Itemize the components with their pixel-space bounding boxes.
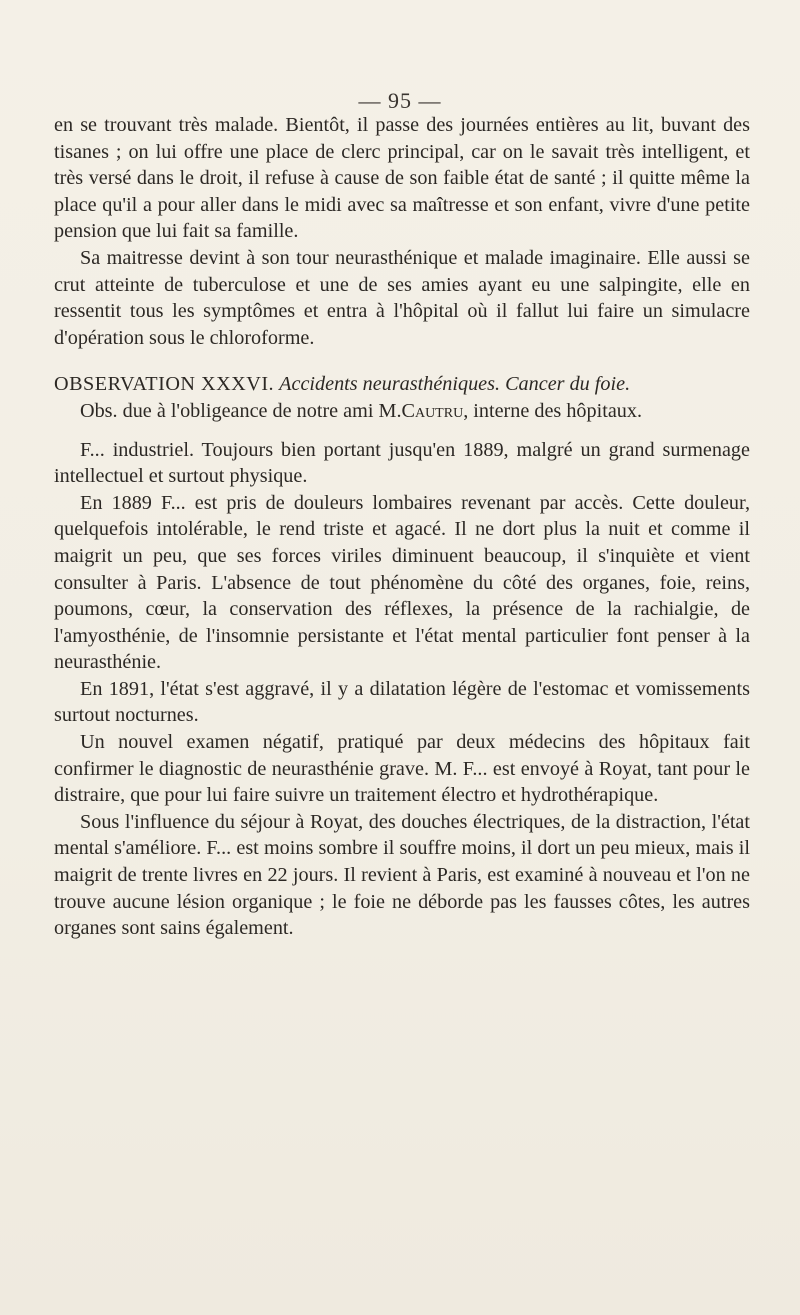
observation-label: OBSERVATION XXXVI.	[54, 373, 275, 396]
page-body	[54, 112, 750, 942]
observation-credit	[54, 398, 750, 425]
paragraph-maitresse: Sa maitresse devint à son tour neurasthénique et malade imaginaire. Elle aussi se crut atteinte de tuberculose et une de ses amies ayant eu une salpingite, elle en ressentit tous les symptômes et entra à l'hôpital où il fallut lui faire un simulacre d'opération sous le chloroforme.	[54, 246, 750, 349]
observation-heading	[54, 371, 750, 398]
page-number: — 95 —	[358, 88, 442, 113]
credit-name: Cautru	[401, 399, 464, 422]
case-paragraph-4: Un nouvel examen négatif, pratiqué par deux médecins des hôpitaux fait confirmer le diagnostic de neurasthénie grave. M. F... est envoyé à Royat, tant pour le distraire, que pour lui faire suivre un traitement électro et hydrothérapique.	[54, 731, 750, 807]
credit-prefix: Obs. due à l'obligeance de notre ami M.	[80, 399, 402, 422]
case-paragraph-3: En 1891, l'état s'est aggravé, il y a dilatation légère de l'estomac et vomissements surtout nocturnes.	[54, 677, 750, 727]
paragraph-continuation: en se trouvant très malade. Bientôt, il passe des journées entières au lit, buvant des tisanes ; on lui offre une place de clerc principal, car on le savait très intelligent, et très versé dans le droit, il refuse à cause de son faible état de santé ; il quitte même la place qu'il a pour aller dans le midi avec sa maîtresse et son enfant, vivre d'une petite pension que lui fait sa famille.	[54, 114, 750, 243]
case-paragraph-2: En 1889 F... est pris de douleurs lombaires revenant par accès. Cette douleur, quelquefois intolérable, le rend triste et agacé. Il ne dort plus la nuit et comme il maigrit un peu, que ses forces viriles diminuent beaucoup, il s'inquiète et vient consulter à Paris. L'absence de tout phénomène du côté des organes, foie, reins, poumons, cœur, la conservation des réflexes, la présence de la rachialgie, de l'amyosthénie, de l'insomnie persistante et l'état mental particulier font penser à la neurasthénie.	[54, 491, 750, 674]
case-paragraph-1: F... industriel. Toujours bien portant jusqu'en 1889, malgré un grand surmenage intellectuel et surtout physique.	[54, 438, 750, 488]
case-paragraph-5: Sous l'influence du séjour à Royat, des douches électriques, de la distraction, l'état mental s'améliore. F... est moins sombre il souffre moins, il dort un peu mieux, mais il maigrit de trente livres en 22 jours. Il revient à Paris, est examiné à nouveau et l'on ne trouve aucune lésion organique ; le foie ne déborde pas les fausses côtes, les autres organes sont sains également.	[54, 810, 750, 940]
observation-subtitle: Accidents neurasthéniques. Cancer du foie.	[279, 373, 631, 396]
credit-suffix: , interne des hôpitaux.	[463, 399, 643, 422]
